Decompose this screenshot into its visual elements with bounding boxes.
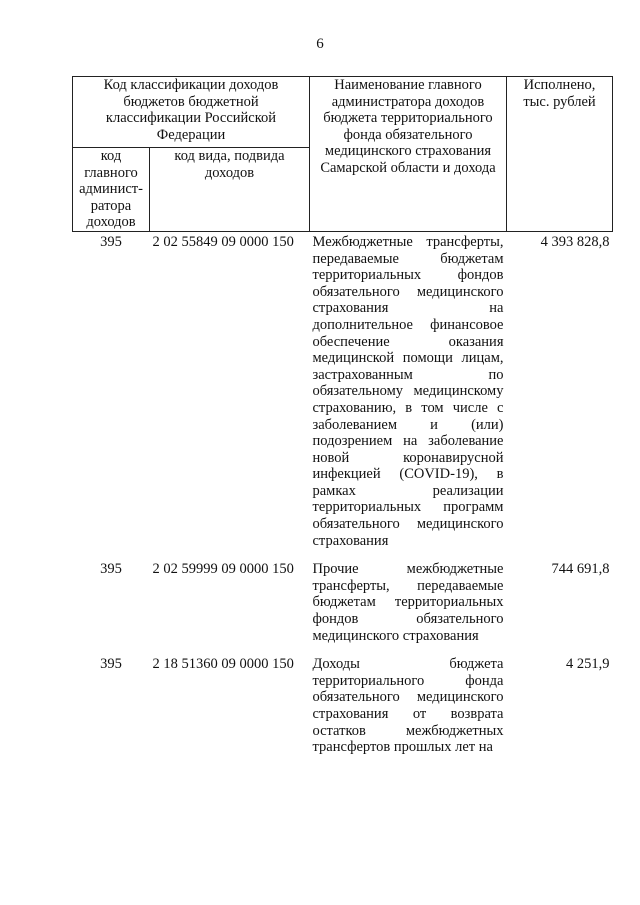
row-admin-code: 395 (100, 656, 122, 673)
table-row (73, 231, 613, 559)
row-income-name-text: Доходы бюджета территориального фонда обязательного медицинского страхования от возврата остатков межбюджетных трансфертов прошлых лет на (312, 656, 504, 756)
income-table (72, 76, 613, 766)
row-income-name-text: Прочие межбюджетные трансферты, передаваемые бюджетам территориальных фондов обязательного медицинского страхования (312, 561, 504, 644)
table-header (73, 77, 613, 232)
row-income-name (310, 559, 507, 654)
row-admin-code: 395 (100, 561, 122, 578)
table-row (73, 654, 613, 766)
row-income-code: 2 02 59999 09 0000 150 (152, 561, 294, 578)
row-income-name (310, 231, 507, 559)
table-row (73, 559, 613, 654)
row-income-code: 2 18 51360 09 0000 150 (152, 656, 294, 673)
header-admin-code: код главного админист-ратора доходов (73, 148, 150, 232)
row-income-name (310, 654, 507, 766)
page-number: 6 (316, 36, 324, 52)
header-classification: Код классификации доходов бюджетов бюджетной классификации Российской Федерации (73, 77, 310, 148)
row-executed-sum: 4 251,9 (566, 656, 610, 673)
row-income-code: 2 02 55849 09 0000 150 (152, 233, 294, 250)
row-income-name-text: Межбюджетные трансферты, передаваемые бюджетам территориальных фондов обязательного медицинского страхования на дополнительное финансовое обеспечение оказания медицинской помощи лицам, застрахованным по обязательному медицинскому страхованию, в том числе с заболеванием и (или) подозрением на заболевание новой коронавирусной инфекцией (COVID-19), в рамках реализации территориальных программ обязательного медицинского страхования (312, 233, 504, 549)
income-table-wrapper (72, 76, 612, 766)
row-executed-sum: 744 691,8 (551, 561, 610, 578)
header-executed: Исполнено, тыс. рублей (507, 77, 613, 232)
header-name: Наименование главного администратора доходов бюджета территориального фонда обязательного медицинского страхования Самарской области и дохода (310, 77, 507, 232)
row-executed-sum: 4 393 828,8 (540, 233, 610, 250)
header-income-code: код вида, подвида доходов (150, 148, 310, 232)
row-admin-code: 395 (100, 233, 122, 250)
table-body (73, 231, 613, 765)
